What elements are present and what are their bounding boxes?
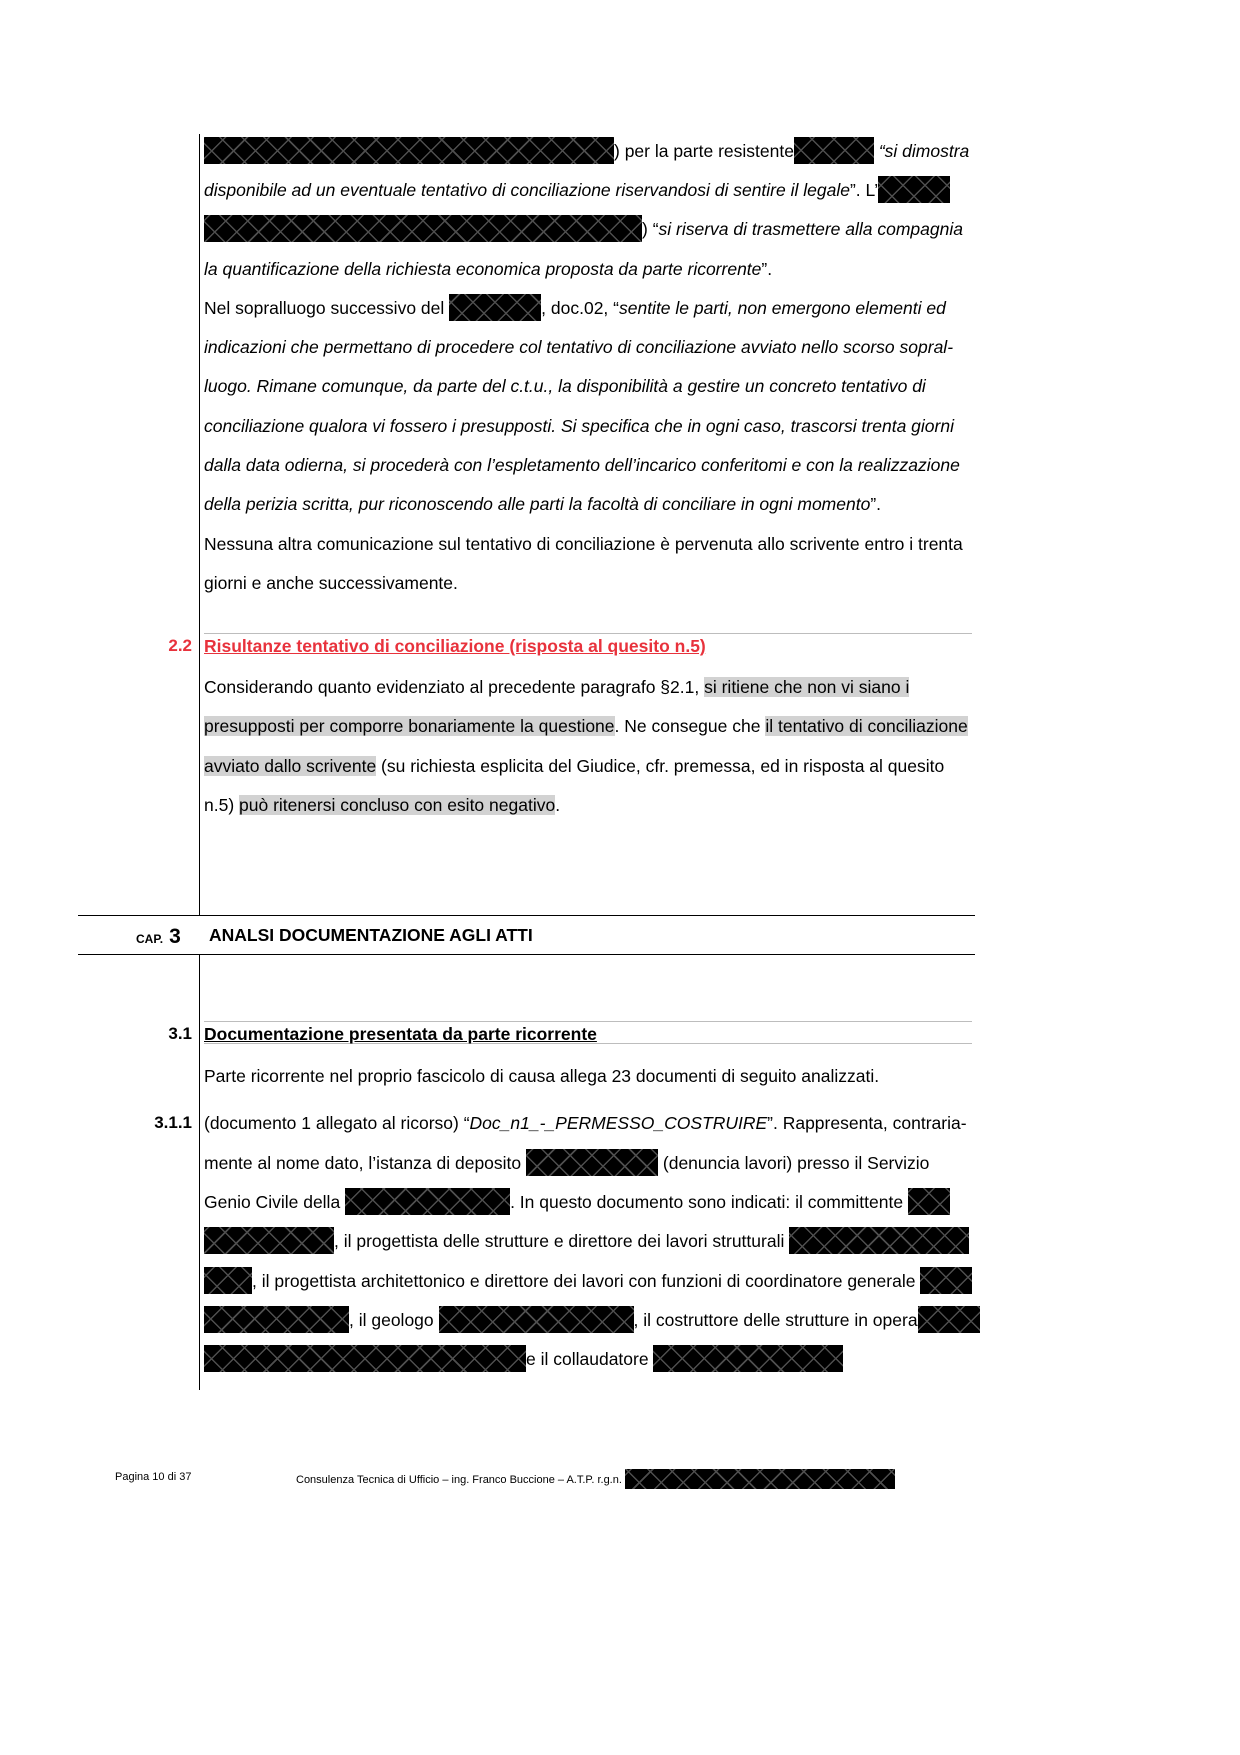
redaction bbox=[204, 215, 642, 242]
redaction bbox=[878, 176, 950, 203]
redaction bbox=[908, 1188, 950, 1215]
para3-line1: Nessuna altra comunicazione sul tentativo di conciliazione è pervenuta allo scrivente entro i trenta bbox=[204, 534, 963, 554]
redaction bbox=[345, 1188, 510, 1215]
redaction bbox=[204, 137, 614, 164]
para1-line1: ) per la parte resistente “si dimostra bbox=[204, 136, 976, 166]
footer-page-number: Pagina 10 di 37 bbox=[115, 1471, 192, 1483]
para1-line4: la quantificazione della richiesta economica proposta da parte ricorrente”. bbox=[204, 259, 773, 279]
sec22-line1: Considerando quanto evidenziato al precedente paragrafo §2.1, si ritiene che non vi siano i bbox=[204, 677, 910, 697]
sec311-line4: , il progettista delle strutture e direttore dei lavori strutturali bbox=[204, 1226, 976, 1256]
margin-bar-top bbox=[199, 134, 200, 916]
para1-line3: ) “si riserva di trasmettere alla compagnia bbox=[204, 214, 976, 244]
sec22-line3: avviato dallo scrivente (su richiesta esplicita del Giudice, cfr. premessa, ed in risposta al quesito bbox=[204, 756, 945, 776]
redaction bbox=[204, 1306, 349, 1333]
margin-bar-bottom bbox=[199, 955, 200, 1390]
redaction bbox=[204, 1345, 526, 1372]
para2-line1: Nel sopralluogo successivo del , doc.02, “sentite le parti, non emergono elementi ed bbox=[204, 293, 976, 323]
section-number: 2.2 bbox=[168, 636, 192, 655]
chapter-rule-top bbox=[78, 915, 975, 916]
footer-title: Consulenza Tecnica di Ufficio – ing. Franco Buccione – A.T.P. r.g.n. bbox=[296, 1469, 895, 1485]
sec31-text: Parte ricorrente nel proprio fascicolo di causa allega 23 documenti di seguito analizzati. bbox=[204, 1066, 880, 1086]
sec311-line3: Genio Civile della . In questo documento sono indicati: il committente bbox=[204, 1187, 976, 1217]
para2-line2: indicazioni che permettano di procedere col tentativo di conciliazione avviato nello scorso sopral- bbox=[204, 337, 954, 357]
para1-line2: disponibile ad un eventuale tentativo di conciliazione riservandosi di sentire il legale”. L’ bbox=[204, 175, 976, 205]
sec22-line2: presupposti per comporre bonariamente la questione. Ne consegue che il tentativo di conciliazione bbox=[204, 716, 968, 736]
chapter-title: ANALSI DOCUMENTAZIONE AGLI ATTI bbox=[209, 925, 533, 945]
redaction bbox=[920, 1267, 972, 1294]
para3-line2: giorni e anche successivamente. bbox=[204, 573, 458, 593]
sec22-line4: n.5) può ritenersi concluso con esito negativo. bbox=[204, 795, 561, 815]
redaction bbox=[526, 1149, 658, 1176]
para2-line5: dalla data odierna, si procederà con l’espletamento dell’incarico conferitomi e con la realizzazione bbox=[204, 455, 960, 475]
sec311-line5: , il progettista architettonico e direttore dei lavori con funzioni di coordinatore generale bbox=[204, 1266, 976, 1296]
redaction bbox=[653, 1345, 843, 1372]
redaction bbox=[789, 1227, 969, 1254]
sec311-line2: mente al nome dato, l’istanza di deposito (denuncia lavori) presso il Servizio bbox=[204, 1148, 976, 1178]
para2-line3: luogo. Rimane comunque, da parte del c.t.u., la disponibilità a gestire un concreto tentativo di bbox=[204, 376, 926, 396]
section-number: 3.1 bbox=[168, 1024, 192, 1043]
section-title: Documentazione presentata da parte ricorrente bbox=[204, 1024, 597, 1044]
sec311-line1: (documento 1 allegato al ricorso) “Doc_n1_-_PERMESSO_COSTRUIRE”. Rappresenta, contraria- bbox=[204, 1113, 967, 1133]
redaction bbox=[794, 137, 874, 164]
sec311-line6: , il geologo , il costruttore delle strutture in opera bbox=[204, 1305, 976, 1335]
redaction bbox=[625, 1469, 895, 1489]
sec311-line7: e il collaudatore bbox=[204, 1344, 976, 1374]
chapter-label: CAP. 3 bbox=[136, 925, 181, 948]
redaction bbox=[439, 1306, 634, 1333]
subsection-number: 3.1.1 bbox=[154, 1113, 192, 1132]
chapter-rule-bottom bbox=[78, 954, 975, 955]
para2-line6: della perizia scritta, pur riconoscendo alle parti la facoltà di conciliare in ogni momento”. bbox=[204, 494, 882, 514]
section-title: Risultanze tentativo di conciliazione (risposta al quesito n.5) bbox=[204, 636, 706, 656]
redaction bbox=[204, 1267, 252, 1294]
redaction bbox=[204, 1227, 334, 1254]
redaction bbox=[918, 1306, 980, 1333]
para2-line4: conciliazione qualora vi fossero i presupposti. Si specifica che in ogni caso, trascorsi trenta giorni bbox=[204, 416, 954, 436]
redaction bbox=[449, 294, 541, 321]
